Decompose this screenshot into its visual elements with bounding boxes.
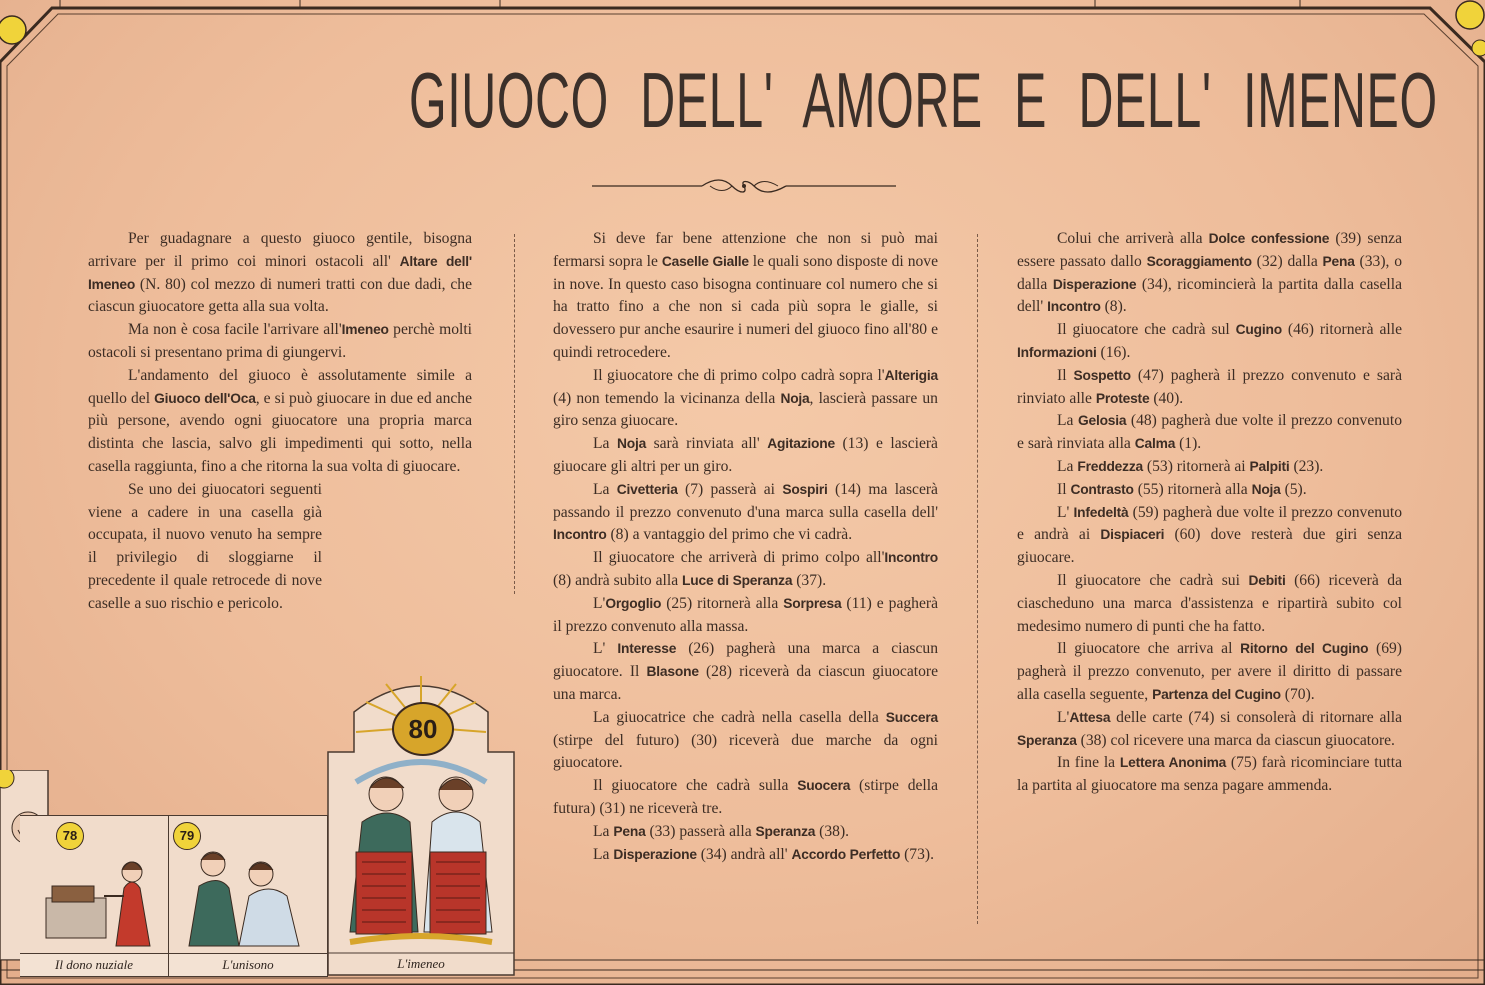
game-square-name: Disperazione [613,846,697,862]
game-square-name: Disperazione [1052,276,1137,292]
rule-paragraph: Il giuocatore che cadrà sui Debiti (66) riceverà da ciascheduno una marca d'assistenza e ripartirà subito col medesimo numero di punti che ha fatto. [1017,571,1403,635]
game-square-name: Informazioni [1017,344,1097,360]
page-title: GIUOCO DELL' AMORE E DELL' IMENEO [409,56,1438,144]
game-square-name: Noja [780,390,810,406]
game-square-name: Lettera Anonima [1119,755,1227,771]
game-square-name: Pena [1322,253,1355,269]
game-square-name: Sorpresa [783,595,842,611]
game-square-name: Alterigia [884,367,938,383]
rule-paragraph: Il giuocatore che arriva al Ritorno del Cugino (69) pagherà il prezzo convenuto, per avere il diritto di passare alla casella seguente, Partenza del Cugino (70). [1017,640,1402,703]
column-divider-1 [514,234,515,594]
rule-paragraph: La Freddezza (53) ritornerà ai Palpiti (23). [1057,457,1324,475]
rule-paragraph: La Disperazione (34) andrà all' Accordo Perfetto (73). [593,845,934,863]
game-square-name: Dispiaceri [1100,527,1165,543]
title-divider-ornament [592,176,896,196]
game-square-name: Orgoglio [605,595,662,611]
game-square-name: Speranza [755,823,816,839]
rule-paragraph: L'Attesa delle carte (74) si consolerà di ritornare alla Speranza (38) col ricevere una marca da ciascun giuocatore. [1017,708,1402,749]
square-caption: Il dono nuziale [20,953,168,976]
rule-paragraph: La Gelosia (48) pagherà due volte il prezzo convenuto e sarà rinviata alla Calma (1). [1017,412,1402,453]
game-square-name: Luce di Speranza [682,572,793,588]
couple-at-piano-illustration [169,826,327,954]
square-number-badge-80: 80 [392,702,454,756]
rule-paragraph: Per guadagnare a questo giuoco gentile, bisogna arrivare per il primo coi minori ostacoli all' Altare dell' Imeneo (N. 80) col mezzo di numeri tratti con due dadi, che ciascun giuocatore getta alla sua volta. [88,230,473,316]
game-square-name: Pena [613,823,646,839]
game-square-name: Noja [1251,481,1281,497]
game-square-name: Suocera [797,778,851,794]
rules-column-3 [1017,228,1402,798]
rule-paragraph: In fine la Lettera Anonima (75) farà ricominciare tutta la partita al giuocatore ma senza pagare ammenda. [1017,754,1403,795]
game-square-name: Partenza del Cugino [1152,686,1281,702]
game-square-name: Infedeltà [1073,504,1129,520]
game-square-name: Speranza [1017,732,1077,748]
game-square-name: Debiti [1248,572,1286,588]
game-square-name: Sospetto [1073,367,1131,383]
rule-paragraph: La Noja sarà rinviata all' Agitazione (13) e lascierà giuocare gli altri per un giro. [553,435,938,475]
board-square-79[interactable] [168,815,328,977]
rule-paragraph: La Civetteria (7) passerà ai Sospiri (14) ma lascerà passando il prezzo convenuto d'una marca sulla casella dell' Incontro (8) a vantaggio del primo che vi cadrà. [553,480,938,544]
game-square-name: Blasone [646,664,699,680]
game-square-name: Scoraggiamento [1146,253,1252,269]
game-square-name: Dolce confessione [1208,231,1330,246]
rule-paragraph: Colui che arriverà alla Dolce confessione (39) senza essere passato dallo Scoraggiamento (32) dalla Pena (33), o dalla Disperazione (34), ricomincierà la partita dalla casella dell' Incontro (8). [1017,230,1402,316]
game-square-name: Imeneo [341,322,389,338]
game-square-name: Incontro [884,550,938,566]
rule-paragraph: Il Contrasto (55) ritornerà alla Noja (5). [1057,480,1307,498]
rule-paragraph: Il Sospetto (47) pagherà il prezzo convenuto e sarà rinviato alle Proteste (40). [1017,366,1402,407]
rules-column-1 [88,228,472,616]
rule-paragraph: Il giuocatore che di primo colpo cadrà sopra l'Alterigia (4) non temendo la vicinanza della Noja, lascierà passare un giro senza giuocare. [553,366,938,430]
game-square-name: Cugino [1235,322,1282,338]
game-square-name: Altare dell' Imeneo [88,253,473,292]
rule-paragraph: L' Interesse (26) pagherà una marca a ciascun giuocatore. Il Blasone (28) riceverà da ciascun giuocatore una marca. [553,640,939,703]
game-square-name: Giuoco dell'Oca [154,390,256,406]
game-square-name: Caselle Gialle [661,253,749,269]
game-square-name: Sospiri [782,481,828,497]
game-square-name: Gelosia [1077,413,1127,429]
game-square-name: Attesa [1069,709,1111,725]
game-square-name: Succera [885,709,938,725]
wedding-gift-illustration [20,826,168,954]
rule-paragraph: Il giuocatore che arriverà di primo colpo all'Incontro (8) andrà subito alla Luce di Speranza (37). [553,549,938,589]
game-square-name: Contrasto [1070,481,1134,497]
rule-paragraph: Ma non è cosa facile l'arrivare all'Imeneo perchè molti ostacoli si presentano prima di giungervi. [88,321,472,361]
game-square-name: Proteste [1095,390,1150,406]
corner-ornament-left [0,16,26,44]
square-caption-80: L'imeneo [397,956,445,971]
rule-paragraph: L'andamento del giuoco è assolutamente simile a quello del Giuoco dell'Oca, e si può giuocare in due ed anche più persone, avendo ogni giuocatore una propria marca distinta che lascia, salvo gli impedimenti qui sotto, nella casella raggiunta, fino a che ritorna la sua volta di giuocare. [88,366,473,475]
rule-paragraph: L' Infedeltà (59) pagherà due volte il prezzo convenuto e andrà ai Dispiaceri (60) dove resterà due giri senza giuocare. [1017,503,1403,567]
game-square-name: Accordo Perfetto [791,846,901,862]
square-number-badge: 78 [56,822,84,850]
game-square-name: Incontro [553,527,607,543]
rule-paragraph: Se uno dei giuocatori seguenti viene a cadere in una casella già occupata, il nuovo venuto ha sempre il privilegio di sloggiarne il precedente il quale retrocede di nove caselle a suo rischio e pericolo. [88,480,322,612]
rule-paragraph: La giuocatrice che cadrà nella casella della Succera (stirpe del futuro) (30) riceverà due marche da ogni giuocatore. [553,708,938,772]
rule-paragraph: Il giuocatore che cadrà sul Cugino (46) ritornerà alle Informazioni (16). [1017,321,1402,361]
game-square-name: Interesse [617,641,677,657]
game-square-name: Ritorno del Cugino [1240,641,1369,657]
game-square-name: Agitazione [767,436,835,452]
column-divider-2 [977,234,978,924]
rules-column-2 [553,228,938,866]
game-square-name: Calma [1134,436,1176,452]
rule-paragraph: La Pena (33) passerà alla Speranza (38). [593,822,850,840]
rule-paragraph: Si deve far bene attenzione che non si può mai fermarsi sopra le Caselle Gialle le quali sono disposte di nove in nove. In questo caso bisogna continuare col numero che si ha tratto fino a che non si cada più sopra le gialle, si dovessero pur anche esaurire i numeri del giuoco fino all'80 e quindi retrocedere. [553,230,939,361]
game-square-name: Civetteria [616,481,678,497]
board-square-78[interactable] [20,815,169,977]
square-number-badge: 79 [173,822,201,850]
rule-paragraph: Il giuocatore che cadrà sulla Suocera (stirpe della futura) (31) ne riceverà tre. [553,777,938,817]
game-square-name: Incontro [1047,299,1101,315]
square-caption: L'unisono [169,953,327,976]
corner-ornament-right [1456,1,1484,29]
game-square-name: Noja [616,436,647,452]
game-square-name: Freddezza [1077,458,1144,474]
game-square-name: Palpiti [1249,458,1290,474]
rule-paragraph: L'Orgoglio (25) ritornerà alla Sorpresa (11) e pagherà il prezzo convenuto alla massa. [553,594,938,635]
